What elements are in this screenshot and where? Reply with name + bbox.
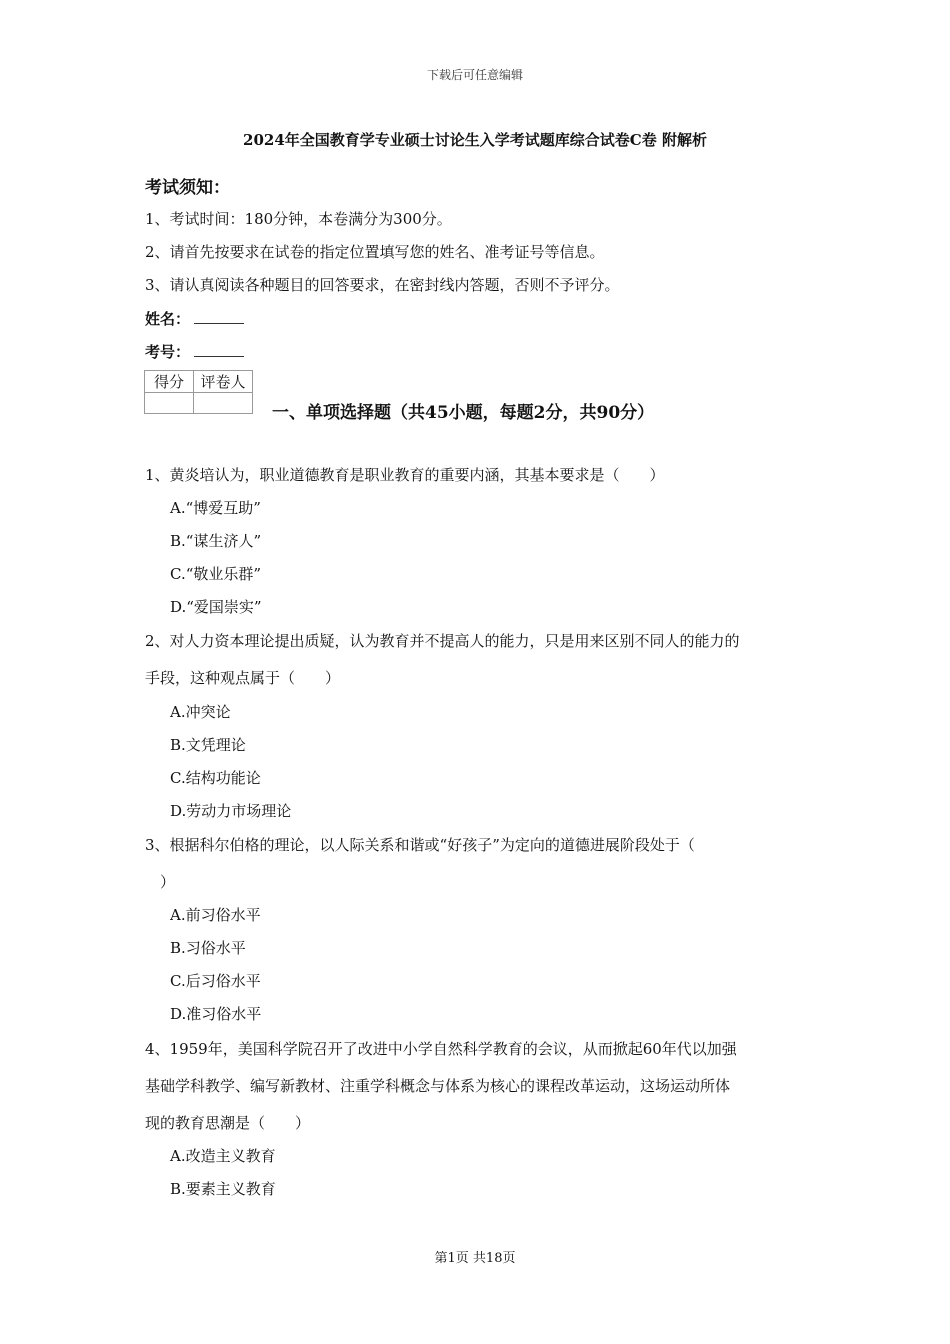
question-text: 1、黄炎培认为，职业道德教育是职业教育的重要内涵，其基本要求是（ ） [145,466,665,484]
question-option: D.“爱国崇实” [170,598,262,616]
question-text: 4、1959年，美国科学院召开了改进中小学自然科学教育的会议，从而掀起60年代以加强 [145,1040,737,1058]
grader-header: 评卷人 [194,371,253,393]
grader-cell[interactable] [194,393,253,414]
score-header: 得分 [145,371,194,393]
score-cell[interactable] [145,393,194,414]
page-footer: 第1页 共18页 [434,1251,516,1266]
section-title: 一、单项选择题（共45小题，每题2分，共90分） [272,403,655,423]
score-table [144,370,253,414]
question-option: A.“博爱互助” [170,499,261,517]
question-option: C.结构功能论 [170,769,261,787]
notice-item: 3、请认真阅读各种题目的回答要求，在密封线内答题，否则不予评分。 [145,276,620,294]
question-option: B.要素主义教育 [170,1180,276,1198]
id-label: 考号： [145,343,191,361]
question-option: A.前习俗水平 [170,906,261,924]
question-text: 2、对人力资本理论提出质疑，认为教育并不提高人的能力，只是用来区别不同人的能力的 [145,632,740,650]
question-text: 基础学科教学、编写新教材、注重学科概念与体系为核心的课程改革运动，这场运动所体 [145,1077,731,1095]
question-option: B.“谋生济人” [170,532,262,550]
exam-title: 2024年全国教育学专业硕士讨论生入学考试题库综合试卷C卷 附解析 [243,131,707,149]
question-text: 手段，这种观点属于（ ） [145,669,341,687]
question-option: B.习俗水平 [170,939,246,957]
name-label: 姓名： [145,310,191,328]
question-text: 3、根据科尔伯格的理论，以人际关系和谐或“好孩子”为定向的道德进展阶段处于（ [145,836,695,854]
question-option: D.劳动力市场理论 [170,802,292,820]
notice-item: 2、请首先按要求在试卷的指定位置填写您的姓名、准考证号等信息。 [145,243,605,261]
question-option: D.准习俗水平 [170,1005,262,1023]
question-option: C.后习俗水平 [170,972,261,990]
question-option: C.“敬业乐群” [170,565,262,583]
question-text: ） [145,873,176,891]
question-option: A.改造主义教育 [170,1147,276,1165]
question-option: A.冲突论 [170,703,231,721]
id-field-row [145,341,244,362]
name-field-row [145,308,244,329]
question-option: B.文凭理论 [170,736,246,754]
name-blank[interactable] [194,309,244,324]
question-text: 现的教育思潮是（ ） [145,1114,311,1132]
page-header: 下载后可任意编辑 [426,68,523,82]
notice-heading: 考试须知： [145,178,230,198]
id-blank[interactable] [194,342,244,357]
notice-item: 1、考试时间：180分钟，本卷满分为300分。 [145,210,452,228]
